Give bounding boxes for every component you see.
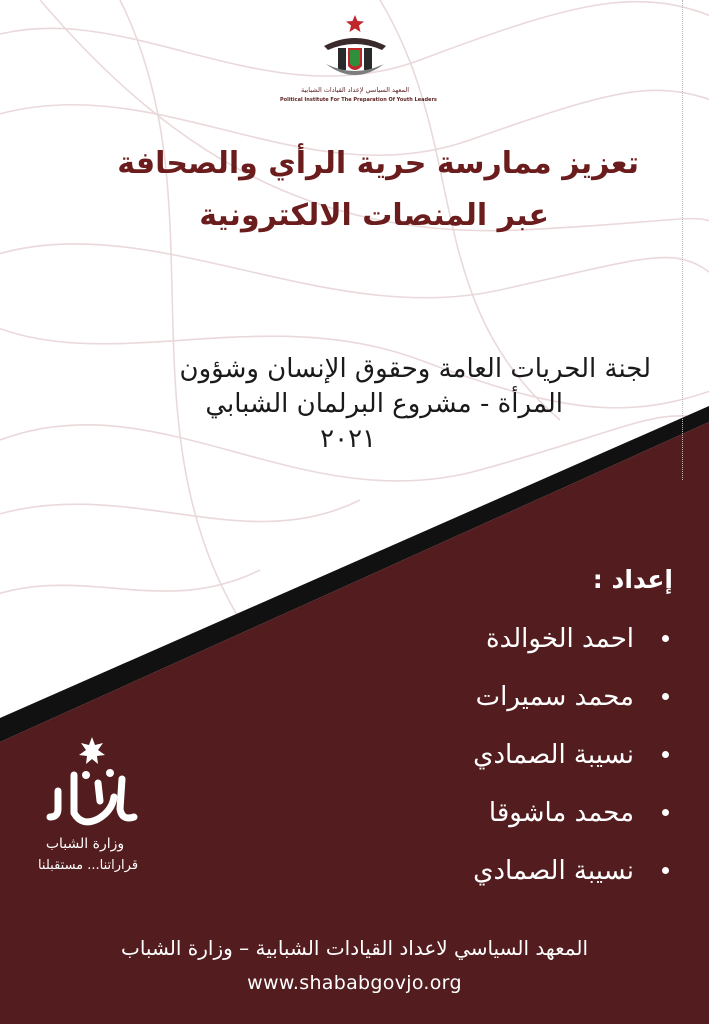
prepared-by-label: إعداد : [592,565,673,594]
title-line-1: تعزيز ممارسة حرية الرأي والصحافة [117,146,639,181]
author-name: نسيبة الصمادي [473,740,634,770]
bullet-icon [662,751,669,758]
subtitle-year: ٢٠٢١ [320,424,376,454]
author-item [369,732,669,790]
document-title [39,138,639,242]
subtitle-line-1: لجنة الحريات العامة وحقوق الإنسان وشؤون [179,354,651,384]
footer-website-link[interactable]: www.shababgovjo.org [247,972,462,994]
bullet-icon [662,867,669,874]
bullet-icon [662,693,669,700]
ministry-name: وزارة الشباب [45,836,125,852]
title-line-2: عبر المنصات الالكترونية [199,198,549,233]
author-name: محمد سميرات [475,682,634,712]
institute-logo [280,12,437,108]
bullet-icon [662,809,669,816]
author-name: محمد ماشوقا [488,798,634,828]
footer-organizations: المعهد السياسي لاعداد القيادات الشبابية – وزارة الشباب [120,936,589,960]
institute-name-english: Political Institute For The Preparation Of Youth Leaders [280,97,437,103]
subtitle-line-2: المرأة - مشروع البرلمان الشبابي [205,389,563,419]
institute-name-arabic: المعهد السياسي لإعداد القيادات الشبابية [300,86,410,94]
author-name: احمد الخوالدة [485,624,634,654]
author-list [369,616,669,906]
dotted-guide-line [682,0,683,480]
institute-emblem-icon [280,12,430,86]
author-item [369,616,669,674]
committee-subtitle [11,352,651,457]
author-item [369,790,669,848]
author-item [369,674,669,732]
author-name: نسيبة الصمادي [473,856,634,886]
ministry-slogan: قراراتنا... مستقبلنا [37,858,139,873]
author-item [369,848,669,906]
bullet-icon [662,635,669,642]
